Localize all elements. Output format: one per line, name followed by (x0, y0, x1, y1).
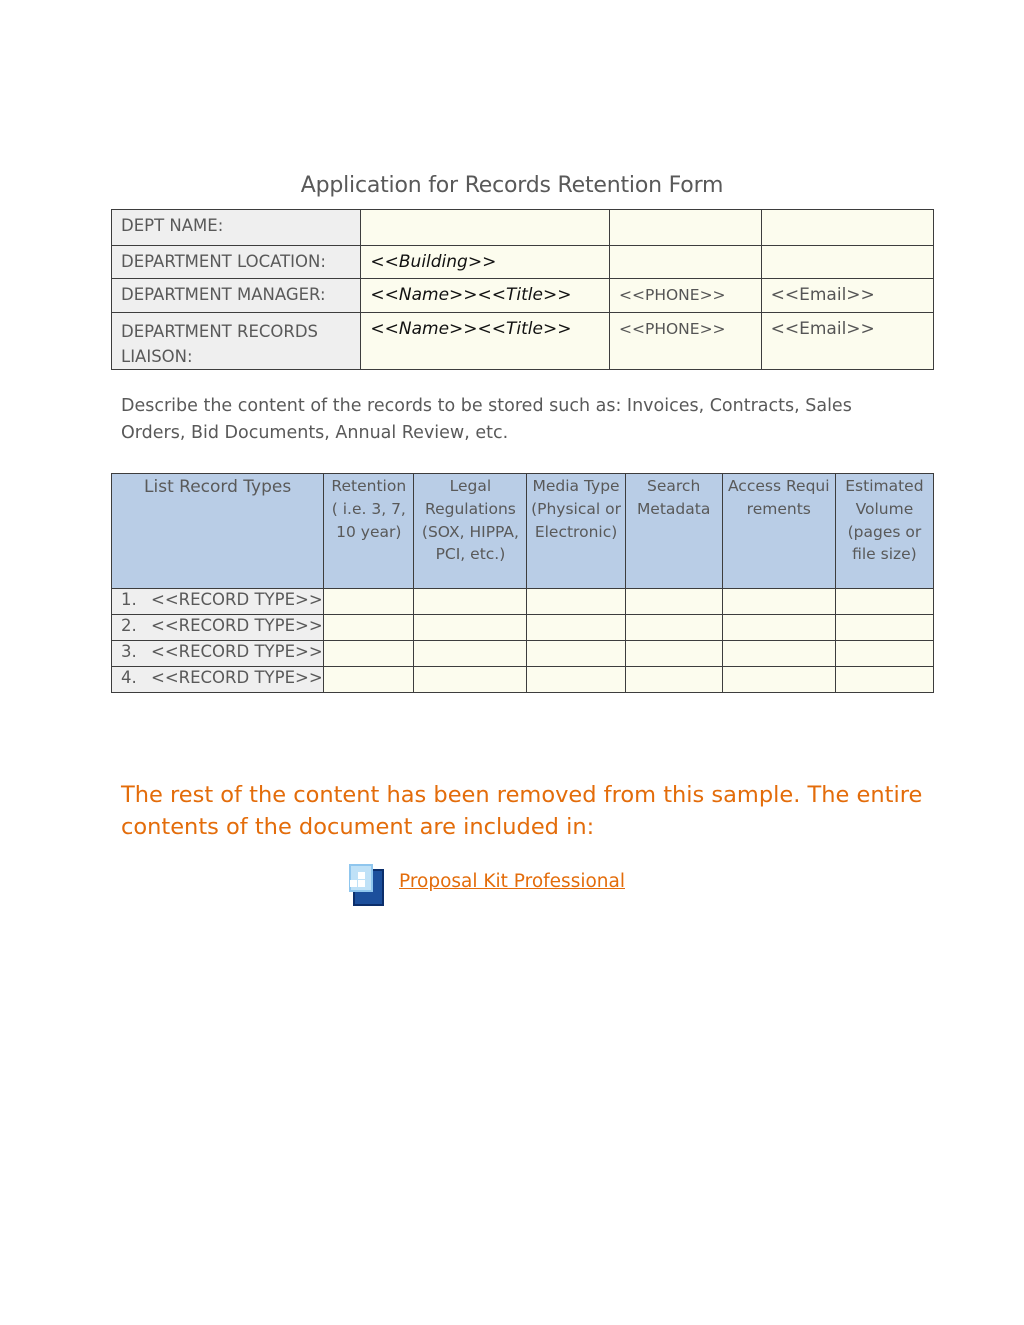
dept-location-extra-field[interactable] (610, 246, 762, 279)
record-type-placeholder: <<RECORD TYPE>> (151, 668, 323, 687)
dept-liaison-label (112, 313, 361, 370)
page-title: Application for Records Retention Form (300, 173, 724, 198)
access-cell[interactable] (722, 641, 835, 667)
liaison-name-placeholder: <<Name>><<Title>> (370, 319, 572, 339)
proposal-kit-icon (349, 864, 385, 907)
dept-location-field[interactable] (361, 246, 610, 279)
record-type-placeholder: <<RECORD TYPE>> (151, 616, 323, 635)
retention-cell[interactable] (324, 615, 414, 641)
row-number: 2. (121, 616, 137, 635)
dept-liaison-phone-field[interactable] (610, 313, 762, 370)
header-media-type: Media Type (Physical or Electronic) (527, 474, 625, 589)
table-row (112, 641, 934, 667)
records-description: Describe the content of the records to be stored such as: Invoices, Contracts, Sales Orders, Bid Documents, Annual Review, etc. (121, 396, 852, 443)
record-type-cell (112, 615, 324, 641)
legal-cell[interactable] (414, 667, 527, 693)
manager-email-placeholder: <<Email>> (770, 285, 875, 305)
media-cell[interactable] (527, 667, 625, 693)
access-cell[interactable] (722, 615, 835, 641)
volume-cell[interactable] (835, 589, 933, 615)
record-type-cell (112, 641, 324, 667)
header-access-requirements: Access Requirements (722, 474, 835, 589)
department-info-table (111, 209, 934, 370)
dept-manager-email-field[interactable] (761, 279, 933, 313)
liaison-email-placeholder: <<Email>> (770, 319, 875, 339)
header-legal-regulations: Legal Regulations (SOX, HIPPA, PCI, etc.) (414, 474, 527, 589)
dept-name-extra-field-2[interactable] (761, 210, 933, 246)
access-cell[interactable] (722, 667, 835, 693)
table-row (112, 667, 934, 693)
dept-name-extra-field[interactable] (610, 210, 762, 246)
header-estimated-volume: Estimated Volume (pages or file size) (835, 474, 933, 589)
dept-manager-phone-field[interactable] (610, 279, 762, 313)
dept-manager-label: DEPARTMENT MANAGER: (112, 279, 361, 313)
header-retention: Retention ( i.e. 3, 7, 10 year) (324, 474, 414, 589)
metadata-cell[interactable] (625, 667, 722, 693)
access-cell[interactable] (722, 589, 835, 615)
record-type-cell (112, 667, 324, 693)
metadata-cell[interactable] (625, 589, 722, 615)
dept-liaison-name-field[interactable] (361, 313, 610, 370)
table-row (112, 589, 934, 615)
legal-cell[interactable] (414, 615, 527, 641)
content-removed-notice: The rest of the content has been removed from this sample. The entire contents of the document are included in: (121, 782, 923, 840)
proposal-kit-link[interactable]: Proposal Kit Professional (399, 871, 625, 892)
record-type-placeholder: <<RECORD TYPE>> (151, 642, 323, 661)
row-number: 3. (121, 642, 137, 661)
building-placeholder: <<Building>> (370, 252, 497, 272)
dept-manager-name-field[interactable] (361, 279, 610, 313)
retention-cell[interactable] (324, 641, 414, 667)
metadata-cell[interactable] (625, 615, 722, 641)
retention-cell[interactable] (324, 589, 414, 615)
volume-cell[interactable] (835, 615, 933, 641)
metadata-cell[interactable] (625, 641, 722, 667)
media-cell[interactable] (527, 615, 625, 641)
manager-phone-placeholder: <<PHONE>> (619, 286, 726, 304)
record-types-table (111, 473, 934, 693)
manager-name-placeholder: <<Name>><<Title>> (370, 285, 572, 305)
header-list-record-types: List Record Types (112, 474, 324, 589)
dept-location-extra-field-2[interactable] (761, 246, 933, 279)
dept-name-label: DEPT NAME: (112, 210, 361, 246)
media-cell[interactable] (527, 641, 625, 667)
header-search-metadata: Search Metadata (625, 474, 722, 589)
dept-location-label: DEPARTMENT LOCATION: (112, 246, 361, 279)
liaison-label-text: DEPARTMENT RECORDS LIAISON: (121, 322, 319, 366)
volume-cell[interactable] (835, 667, 933, 693)
dept-liaison-email-field[interactable] (761, 313, 933, 370)
liaison-phone-placeholder: <<PHONE>> (619, 320, 726, 338)
volume-cell[interactable] (835, 641, 933, 667)
table-row (112, 615, 934, 641)
row-number: 4. (121, 668, 137, 687)
record-type-cell (112, 589, 324, 615)
media-cell[interactable] (527, 589, 625, 615)
row-number: 1. (121, 590, 137, 609)
retention-cell[interactable] (324, 667, 414, 693)
dept-name-field[interactable] (361, 210, 610, 246)
legal-cell[interactable] (414, 589, 527, 615)
legal-cell[interactable] (414, 641, 527, 667)
record-type-placeholder: <<RECORD TYPE>> (151, 590, 323, 609)
